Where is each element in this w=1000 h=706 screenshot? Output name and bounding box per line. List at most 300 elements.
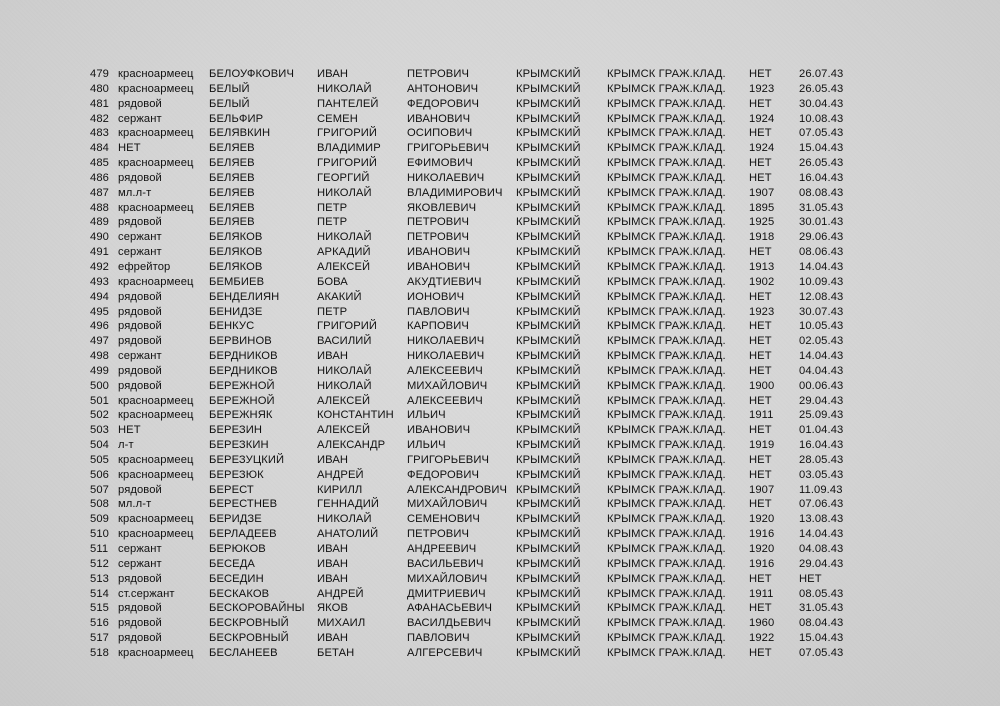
birth-year: НЕТ [749,453,772,466]
table-row [90,186,870,201]
first-name: СЕМЕН [317,112,358,125]
table-row [90,275,870,290]
table-row [90,215,870,230]
patronymic: АЛЕКСАНДРОВИЧ [407,483,508,496]
burial-place: КРЫМСК ГРАЖ.КЛАД. [607,498,726,511]
death-date: 14.04.43 [799,260,844,273]
district: КРЫМСКИЙ [516,572,581,585]
first-name: АНАТОЛИЙ [317,528,379,541]
district: КРЫМСКИЙ [516,112,581,125]
last-name: БЕМБИЕВ [209,275,265,288]
patronymic: АНТОНОВИЧ [407,82,479,95]
last-name: БЕРВИНОВ [209,335,272,348]
table-row [90,646,870,661]
burial-place: КРЫМСК ГРАЖ.КЛАД. [607,171,726,184]
first-name: КИРИЛЛ [317,483,363,496]
first-name: НИКОЛАЙ [317,82,372,95]
military-rank: рядовой [118,572,162,585]
district: КРЫМСКИЙ [516,186,581,199]
burial-place: КРЫМСК ГРАЖ.КЛАД. [607,82,726,95]
death-date: 13.08.43 [799,513,844,526]
burial-place: КРЫМСК ГРАЖ.КЛАД. [607,424,726,437]
birth-year: 1922 [749,632,775,645]
burial-place: КРЫМСК ГРАЖ.КЛАД. [607,275,726,288]
record-number: 501 [90,394,109,407]
birth-year: НЕТ [749,350,772,363]
last-name: БЕРЕЖНЯК [209,409,273,422]
first-name: АЛЕКСАНДР [317,439,386,452]
military-rank: красноармеец [118,68,194,80]
table-row [90,67,870,82]
table-row [90,497,870,512]
birth-year: НЕТ [749,127,772,140]
death-date: 04.04.43 [799,364,844,377]
military-rank: красноармеец [118,394,194,407]
military-rank: ст.сержант [118,587,175,600]
burial-place: КРЫМСК ГРАЖ.КЛАД. [607,350,726,363]
death-date: 30.04.43 [799,97,844,110]
patronymic: НИКОЛАЕВИЧ [407,335,485,348]
table-row [90,156,870,171]
burial-place: КРЫМСК ГРАЖ.КЛАД. [607,617,726,630]
patronymic: ПЕТРОВИЧ [407,68,470,80]
burial-place: КРЫМСК ГРАЖ.КЛАД. [607,290,726,303]
first-name: АКАКИЙ [317,290,362,303]
birth-year: 1900 [749,379,775,392]
patronymic: МИХАЙЛОВИЧ [407,572,488,585]
burial-place: КРЫМСК ГРАЖ.КЛАД. [607,186,726,199]
military-rank: красноармеец [118,409,194,422]
district: КРЫМСКИЙ [516,260,581,273]
patronymic: ОСИПОВИЧ [407,127,473,140]
patronymic: ПАВЛОВИЧ [407,632,470,645]
patronymic: ДМИТРИЕВИЧ [407,587,486,600]
military-rank: красноармеец [118,528,194,541]
district: КРЫМСКИЙ [516,439,581,452]
death-date: 03.05.43 [799,468,844,481]
record-number: 506 [90,468,109,481]
record-number: 504 [90,439,109,452]
first-name: АНДРЕЙ [317,587,364,600]
birth-year: НЕТ [749,364,772,377]
record-number: 498 [90,350,109,363]
record-number: 514 [90,587,109,600]
burial-place: КРЫМСК ГРАЖ.КЛАД. [607,364,726,377]
table-row [90,260,870,275]
burial-place: КРЫМСК ГРАЖ.КЛАД. [607,572,726,585]
military-rank: красноармеец [118,453,194,466]
death-date: 16.04.43 [799,439,844,452]
patronymic: МИХАЙЛОВИЧ [407,379,488,392]
burial-place: КРЫМСК ГРАЖ.КЛАД. [607,201,726,214]
last-name: БЕСКОРОВАЙНЫ [209,602,305,615]
district: КРЫМСКИЙ [516,528,581,541]
last-name: БЕЛЯЕВ [209,171,255,184]
last-name: БЕРЕСТ [209,483,254,496]
burial-place: КРЫМСК ГРАЖ.КЛАД. [607,513,726,526]
last-name: БЕЛЯЕВ [209,142,255,155]
first-name: АРКАДИЙ [317,246,371,259]
birth-year: НЕТ [749,246,772,259]
table-row [90,631,870,646]
first-name: АЛЕКСЕЙ [317,260,371,273]
record-number: 496 [90,320,109,333]
record-number: 511 [90,543,109,555]
first-name: НИКОЛАЙ [317,186,372,199]
birth-year: 1920 [749,543,775,555]
record-number: 484 [90,142,109,155]
military-rank: рядовой [118,632,162,645]
district: КРЫМСКИЙ [516,305,581,318]
military-rank: красноармеец [118,275,194,288]
birth-year: 1907 [749,483,775,496]
record-number: 491 [90,246,109,259]
death-date: 11.09.43 [799,483,843,496]
birth-year: 1918 [749,231,775,244]
last-name: БЕСКРОВНЫЙ [209,617,289,630]
district: КРЫМСКИЙ [516,275,581,288]
table-row [90,379,870,394]
last-name: БЕРЕЗКИН [209,439,269,452]
district: КРЫМСКИЙ [516,409,581,422]
death-date: 26.05.43 [799,157,844,170]
patronymic: СЕМЕНОВИЧ [407,513,480,526]
district: КРЫМСКИЙ [516,543,581,555]
death-date: 10.05.43 [799,320,844,333]
first-name: ГЕННАДИЙ [317,498,379,511]
patronymic: ИВАНОВИЧ [407,424,471,437]
last-name: БЕСЕДИН [209,572,264,585]
burial-place: КРЫМСК ГРАЖ.КЛАД. [607,246,726,259]
first-name: ИВАН [317,453,349,466]
burial-place: КРЫМСК ГРАЖ.КЛАД. [607,587,726,600]
military-rank: красноармеец [118,201,194,214]
burial-place: КРЫМСК ГРАЖ.КЛАД. [607,439,726,452]
first-name: ВЛАДИМИР [317,142,381,155]
birth-year: 1924 [749,142,775,155]
record-number: 482 [90,112,109,125]
first-name: НИКОЛАЙ [317,379,372,392]
death-date: 15.04.43 [799,632,844,645]
last-name: БЕСКРОВНЫЙ [209,632,289,645]
district: КРЫМСКИЙ [516,632,581,645]
table-row [90,408,870,423]
patronymic: ИЛЬИЧ [407,439,446,452]
first-name: ИВАН [317,557,349,570]
record-number: 515 [90,602,109,615]
record-number: 513 [90,572,109,585]
birth-year: 1911 [749,587,774,600]
district: КРЫМСКИЙ [516,320,581,333]
district: КРЫМСКИЙ [516,290,581,303]
death-date: 04.08.43 [799,543,844,555]
patronymic: ВАСИЛДЬЕВИЧ [407,617,492,630]
record-number: 499 [90,364,109,377]
last-name: БЕЛЯЕВ [209,157,255,170]
record-number: 512 [90,557,109,570]
district: КРЫМСКИЙ [516,424,581,437]
death-date: 01.04.43 [799,424,844,437]
burial-place: КРЫМСК ГРАЖ.КЛАД. [607,260,726,273]
table-row [90,438,870,453]
first-name: ПЕТР [317,216,348,229]
first-name: АЛЕКСЕЙ [317,424,371,437]
table-row [90,616,870,631]
last-name: БЕНКУС [209,320,255,333]
burial-place: КРЫМСК ГРАЖ.КЛАД. [607,394,726,407]
district: КРЫМСКИЙ [516,201,581,214]
military-rank: НЕТ [118,142,141,155]
last-name: БЕЛЫЙ [209,97,250,110]
birth-year: 1923 [749,82,775,95]
military-rank: красноармеец [118,82,194,95]
table-row [90,97,870,112]
district: КРЫМСКИЙ [516,453,581,466]
table-row [90,245,870,260]
military-rank: рядовой [118,171,162,184]
patronymic: ЕФИМОВИЧ [407,157,473,170]
birth-year: НЕТ [749,320,772,333]
military-rank: рядовой [118,617,162,630]
patronymic: АФАНАСЬЕВИЧ [407,602,493,615]
burial-place: КРЫМСК ГРАЖ.КЛАД. [607,112,726,125]
record-number: 517 [90,632,109,645]
military-rank: рядовой [118,97,162,110]
patronymic: ИВАНОВИЧ [407,246,471,259]
death-date: 08.08.43 [799,186,844,199]
table-row [90,171,870,186]
death-date: 26.05.43 [799,82,844,95]
last-name: БЕЛЯКОВ [209,246,263,259]
last-name: БЕРЕЗЮК [209,468,264,481]
record-number: 505 [90,453,109,466]
birth-year: 1895 [749,201,775,214]
first-name: ИВАН [317,68,349,80]
table-row [90,468,870,483]
patronymic: ИЛЬИЧ [407,409,446,422]
first-name: ВАСИЛИЙ [317,335,372,348]
death-date: 29.04.43 [799,557,844,570]
district: КРЫМСКИЙ [516,68,581,80]
burial-place: КРЫМСК ГРАЖ.КЛАД. [607,157,726,170]
birth-year: 1919 [749,439,775,452]
district: КРЫМСКИЙ [516,364,581,377]
military-rank: рядовой [118,602,162,615]
patronymic: ФЕДОРОВИЧ [407,97,480,110]
first-name: АНДРЕЙ [317,468,364,481]
burial-place: КРЫМСК ГРАЖ.КЛАД. [607,528,726,541]
table-row [90,334,870,349]
birth-year: 1913 [749,260,775,273]
record-number: 507 [90,483,109,496]
military-rank: рядовой [118,216,162,229]
last-name: БЕЛЯЕВ [209,201,255,214]
table-row [90,572,870,587]
burial-place: КРЫМСК ГРАЖ.КЛАД. [607,216,726,229]
military-rank: красноармеец [118,468,194,481]
record-number: 495 [90,305,109,318]
last-name: БЕСКАКОВ [209,587,270,600]
record-number: 487 [90,186,109,199]
patronymic: ФЕДОРОВИЧ [407,468,480,481]
table-row [90,290,870,305]
birth-year: 1924 [749,112,775,125]
last-name: БЕРДНИКОВ [209,364,278,377]
patronymic: ГРИГОРЬЕВИЧ [407,453,490,466]
birth-year: 1960 [749,617,775,630]
table-row [90,364,870,379]
first-name: БЕТАН [317,646,355,659]
district: КРЫМСКИЙ [516,379,581,392]
first-name: АЛЕКСЕЙ [317,394,371,407]
death-date: 14.04.43 [799,528,844,541]
patronymic: АЛЕКСЕЕВИЧ [407,394,483,407]
death-date: 15.04.43 [799,142,844,155]
last-name: БЕРЛАДЕЕВ [209,528,277,541]
patronymic: ПЕТРОВИЧ [407,231,470,244]
table-row [90,587,870,602]
military-rank: рядовой [118,483,162,496]
district: КРЫМСКИЙ [516,82,581,95]
last-name: БЕЛЬФИР [209,112,264,125]
birth-year: 1902 [749,275,775,288]
last-name: БЕЛЯВКИН [209,127,271,140]
death-date: 08.05.43 [799,587,844,600]
record-number: 490 [90,231,109,244]
military-rank: рядовой [118,305,162,318]
death-date: 31.05.43 [799,201,844,214]
birth-year: НЕТ [749,290,772,303]
military-rank: сержант [118,246,162,259]
death-date: 12.08.43 [799,290,844,303]
first-name: ИВАН [317,632,349,645]
record-number: 518 [90,646,109,659]
birth-year: НЕТ [749,157,772,170]
last-name: БЕРЕСТНЕВ [209,498,278,511]
table-row [90,319,870,334]
birth-year: НЕТ [749,394,772,407]
table-row [90,527,870,542]
birth-year: НЕТ [749,572,772,585]
record-number: 483 [90,127,109,140]
birth-year: 1920 [749,513,775,526]
military-rank: красноармеец [118,513,194,526]
district: КРЫМСКИЙ [516,216,581,229]
birth-year: 1916 [749,528,775,541]
burial-place: КРЫМСК ГРАЖ.КЛАД. [607,231,726,244]
record-number: 480 [90,82,109,95]
last-name: БЕРЕЖНОЙ [209,379,275,392]
burial-place: КРЫМСК ГРАЖ.КЛАД. [607,468,726,481]
military-rank: мл.л-т [118,186,152,199]
burial-place: КРЫМСК ГРАЖ.КЛАД. [607,409,726,422]
table-row [90,483,870,498]
military-rank: сержант [118,112,162,125]
burial-place: КРЫМСК ГРАЖ.КЛАД. [607,557,726,570]
district: КРЫМСКИЙ [516,350,581,363]
record-number: 500 [90,379,109,392]
burial-place: КРЫМСК ГРАЖ.КЛАД. [607,68,726,80]
table-row [90,82,870,97]
district: КРЫМСКИЙ [516,127,581,140]
patronymic: АНДРЕЕВИЧ [407,543,477,555]
military-rank: красноармеец [118,127,194,140]
last-name: БЕРДНИКОВ [209,350,278,363]
record-number: 497 [90,335,109,348]
last-name: БЕНДЕЛИЯН [209,290,280,303]
first-name: НИКОЛАЙ [317,364,372,377]
military-rank: ефрейтор [118,260,171,273]
district: КРЫМСКИЙ [516,157,581,170]
military-rank: рядовой [118,335,162,348]
record-number: 494 [90,290,109,303]
last-name: БЕРЕЗИН [209,424,263,437]
burial-place: КРЫМСК ГРАЖ.КЛАД. [607,127,726,140]
death-date: 02.05.43 [799,335,844,348]
last-name: БЕСЕДА [209,557,255,570]
table-row [90,112,870,127]
record-number: 488 [90,201,109,214]
record-number: 481 [90,97,109,110]
table-row [90,557,870,572]
first-name: ГРИГОРИЙ [317,320,378,333]
burial-place: КРЫМСК ГРАЖ.КЛАД. [607,142,726,155]
birth-year: 1916 [749,557,775,570]
death-date: 29.04.43 [799,394,844,407]
death-date: 25.09.43 [799,409,844,422]
table-row [90,201,870,216]
last-name: БЕРИДЗЕ [209,513,262,526]
military-rank: сержант [118,231,162,244]
patronymic: АЛЕКСЕЕВИЧ [407,364,483,377]
burial-place: КРЫМСК ГРАЖ.КЛАД. [607,335,726,348]
military-rank: рядовой [118,364,162,377]
death-date: 30.01.43 [799,216,844,229]
patronymic: КАРПОВИЧ [407,320,469,333]
table-row [90,542,870,557]
record-number: 486 [90,171,109,184]
record-number: 493 [90,275,109,288]
district: КРЫМСКИЙ [516,602,581,615]
table-row [90,349,870,364]
last-name: БЕРЕЗУЦКИЙ [209,453,285,466]
district: КРЫМСКИЙ [516,617,581,630]
birth-year: НЕТ [749,602,772,615]
district: КРЫМСКИЙ [516,231,581,244]
birth-year: 1925 [749,216,775,229]
district: КРЫМСКИЙ [516,171,581,184]
military-rank: красноармеец [118,157,194,170]
death-date: 31.05.43 [799,602,844,615]
burial-place: КРЫМСК ГРАЖ.КЛАД. [607,543,726,555]
death-date: 10.09.43 [799,275,844,288]
last-name: БЕЛЫЙ [209,82,250,95]
first-name: ГРИГОРИЙ [317,157,378,170]
burial-place: КРЫМСК ГРАЖ.КЛАД. [607,320,726,333]
last-name: БЕРЕЖНОЙ [209,394,275,407]
last-name: БЕСЛАНЕЕВ [209,646,278,659]
first-name: ПАНТЕЛЕЙ [317,97,379,110]
first-name: МИХАИЛ [317,617,366,630]
first-name: ГЕОРГИЙ [317,171,370,184]
death-date: 28.05.43 [799,453,844,466]
burial-place: КРЫМСК ГРАЖ.КЛАД. [607,305,726,318]
death-date: 08.04.43 [799,617,844,630]
district: КРЫМСКИЙ [516,97,581,110]
patronymic: МИХАЙЛОВИЧ [407,498,488,511]
death-date: 07.06.43 [799,498,844,511]
last-name: БЕЛЯЕВ [209,186,255,199]
